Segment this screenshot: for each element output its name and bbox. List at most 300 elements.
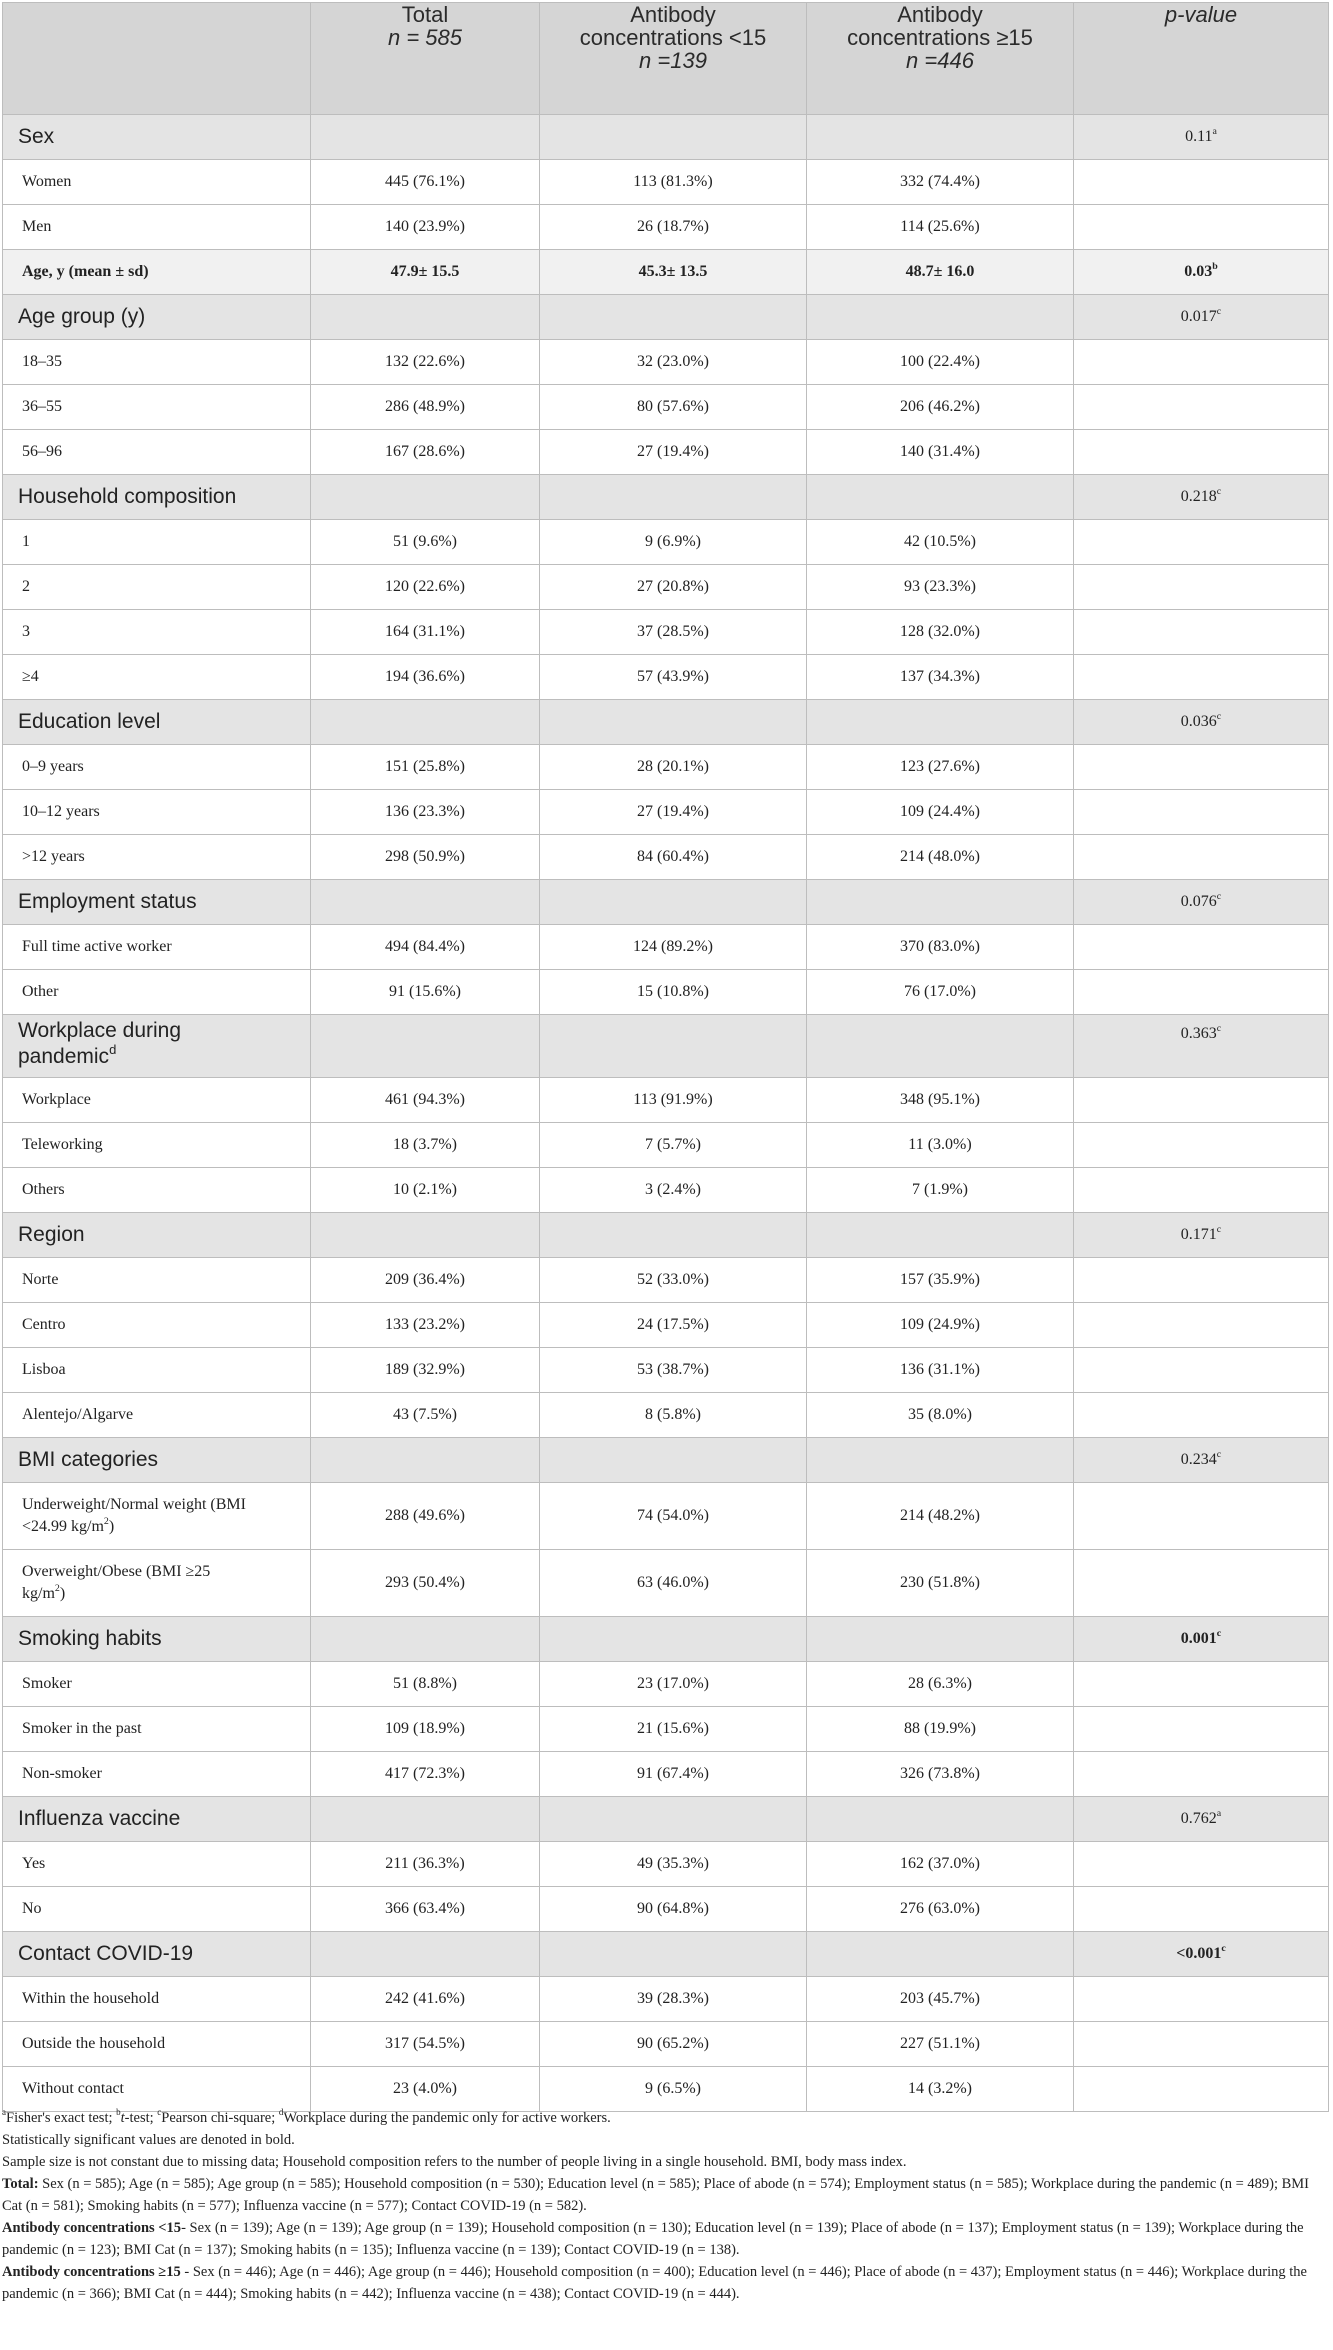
table-row xyxy=(3,1078,1329,1123)
footnote-sample-size: Sample size is not constant due to missing data; Household composition refers to the number of people living in a single household. BMI, body mass index. xyxy=(2,2154,907,2170)
high-cell: 203 (45.7%) xyxy=(807,1977,1074,2022)
total-cell: 51 (9.6%) xyxy=(311,520,540,565)
total-cell: 133 (23.2%) xyxy=(311,1303,540,1348)
section-header-row xyxy=(3,1213,1329,1258)
high-cell: 227 (51.1%) xyxy=(807,2022,1074,2067)
empty-cell xyxy=(540,1438,807,1483)
p-value-cell xyxy=(1074,475,1329,520)
total-cell: 109 (18.9%) xyxy=(311,1707,540,1752)
p-value-cell xyxy=(1074,880,1329,925)
empty-cell xyxy=(311,1932,540,1977)
row-label: Within the household xyxy=(3,1977,311,2022)
p-value-cell xyxy=(1074,1348,1329,1393)
empty-cell xyxy=(540,1213,807,1258)
empty-cell xyxy=(807,295,1074,340)
row-label: 0–9 years xyxy=(3,745,311,790)
low-cell: 9 (6.5%) xyxy=(540,2067,807,2112)
table-row xyxy=(3,1393,1329,1438)
header-low-n: n =139 xyxy=(639,48,707,73)
header-pvalue-label: p-value xyxy=(1164,2,1238,27)
row-label-sup: 2 xyxy=(54,1582,60,1594)
table-row xyxy=(3,1123,1329,1168)
total-cell: 445 (76.1%) xyxy=(311,160,540,205)
high-cell: 7 (1.9%) xyxy=(807,1168,1074,1213)
total-cell: 164 (31.1%) xyxy=(311,610,540,655)
p-value: 0.001 xyxy=(1180,1630,1217,1647)
p-value-sup: c xyxy=(1216,1627,1222,1639)
p-value-cell xyxy=(1074,1078,1329,1123)
p-value: 0.234 xyxy=(1180,1451,1217,1468)
footnotes xyxy=(2,2107,1328,2305)
p-value-cell xyxy=(1074,700,1329,745)
section-header-row xyxy=(3,1932,1329,1977)
empty-cell xyxy=(807,700,1074,745)
empty-cell xyxy=(807,1213,1074,1258)
high-cell: 136 (31.1%) xyxy=(807,1348,1074,1393)
table-row xyxy=(3,1348,1329,1393)
p-value-cell xyxy=(1074,1842,1329,1887)
p-value-cell xyxy=(1074,970,1329,1015)
high-cell: 93 (23.3%) xyxy=(807,565,1074,610)
table-body xyxy=(3,115,1329,2112)
p-value-cell xyxy=(1074,1752,1329,1797)
row-label: ≥4 xyxy=(3,655,311,700)
total-cell: 10 (2.1%) xyxy=(311,1168,540,1213)
p-value: <0.001 xyxy=(1176,1945,1222,1962)
age-low: 45.3± 13.5 xyxy=(540,250,807,295)
table-row xyxy=(3,745,1329,790)
total-cell: 317 (54.5%) xyxy=(311,2022,540,2067)
table-row xyxy=(3,1887,1329,1932)
total-cell: 18 (3.7%) xyxy=(311,1123,540,1168)
empty-cell xyxy=(807,1617,1074,1662)
p-value: 0.171 xyxy=(1180,1226,1217,1243)
age-high: 48.7± 16.0 xyxy=(807,250,1074,295)
header-high-n: n =446 xyxy=(906,48,974,73)
header-pvalue xyxy=(1074,3,1329,115)
empty-cell xyxy=(540,1617,807,1662)
age-label: Age, y (mean ± sd) xyxy=(3,250,311,295)
section-header-row xyxy=(3,700,1329,745)
empty-cell xyxy=(540,295,807,340)
high-cell: 370 (83.0%) xyxy=(807,925,1074,970)
empty-cell xyxy=(807,880,1074,925)
row-label: 18–35 xyxy=(3,340,311,385)
p-value: 0.076 xyxy=(1180,893,1217,910)
low-cell: 90 (64.8%) xyxy=(540,1887,807,1932)
table-row xyxy=(3,385,1329,430)
table-row xyxy=(3,520,1329,565)
section-label: Contact COVID-19 xyxy=(3,1932,311,1977)
table-row xyxy=(3,565,1329,610)
p-value-sup: c xyxy=(1216,305,1222,317)
row-label-line1: Underweight/Normal weight (BMI xyxy=(22,1496,246,1513)
total-cell: 288 (49.6%) xyxy=(311,1483,540,1550)
low-cell: 3 (2.4%) xyxy=(540,1168,807,1213)
table-row xyxy=(3,970,1329,1015)
row-label: Full time active worker xyxy=(3,925,311,970)
section-header-row xyxy=(3,1797,1329,1842)
high-cell: 76 (17.0%) xyxy=(807,970,1074,1015)
p-value: 0.017 xyxy=(1180,308,1217,325)
table-row xyxy=(3,2067,1329,2112)
low-cell: 74 (54.0%) xyxy=(540,1483,807,1550)
high-cell: 326 (73.8%) xyxy=(807,1752,1074,1797)
row-label: Without contact xyxy=(3,2067,311,2112)
section-label: Employment status xyxy=(3,880,311,925)
low-cell: 90 (65.2%) xyxy=(540,2022,807,2067)
row-label: Women xyxy=(3,160,311,205)
p-value: 0.762 xyxy=(1180,1810,1217,1827)
p-value-sup: c xyxy=(1216,1448,1222,1460)
p-value-cell xyxy=(1074,385,1329,430)
empty-cell xyxy=(311,1617,540,1662)
low-cell: 39 (28.3%) xyxy=(540,1977,807,2022)
table-row xyxy=(3,205,1329,250)
p-value-cell xyxy=(1074,835,1329,880)
p-value-cell xyxy=(1074,565,1329,610)
table-row xyxy=(3,925,1329,970)
data-table xyxy=(2,2,1329,2112)
age-row xyxy=(3,250,1329,295)
section-label: Smoking habits xyxy=(3,1617,311,1662)
p-value-cell xyxy=(1074,1797,1329,1842)
p-value-cell xyxy=(1074,1483,1329,1550)
row-label-line2: <24.99 kg/m xyxy=(22,1518,104,1535)
low-cell: 113 (91.9%) xyxy=(540,1078,807,1123)
footnote-total-n: Total: Sex (n = 585); Age (n = 585); Age group (n = 585); Household composition (n = 530); Education level (n = 585); Place of abode (n = 574); Employment status (n = 585); Workplace during the pandemic (n = 489); BMI Cat (n = 581); Smoking habits (n = 577); Influenza vaccine (n = 577); Contact COVID-19 (n = 582). xyxy=(2,2176,1310,2214)
p-value-cell xyxy=(1074,430,1329,475)
header-total-label: Total xyxy=(401,2,449,27)
high-cell: 11 (3.0%) xyxy=(807,1123,1074,1168)
table-row xyxy=(3,160,1329,205)
row-label: Norte xyxy=(3,1258,311,1303)
high-cell: 214 (48.0%) xyxy=(807,835,1074,880)
empty-cell xyxy=(540,115,807,160)
empty-cell xyxy=(311,1797,540,1842)
high-cell: 140 (31.4%) xyxy=(807,430,1074,475)
total-cell: 298 (50.9%) xyxy=(311,835,540,880)
empty-cell xyxy=(807,1797,1074,1842)
row-label: 2 xyxy=(3,565,311,610)
p-value-cell xyxy=(1074,1015,1329,1078)
p-value-cell xyxy=(1074,1303,1329,1348)
p-value-cell xyxy=(1074,925,1329,970)
p-value-sup: c xyxy=(1216,485,1222,497)
row-label: Other xyxy=(3,970,311,1015)
p-value-cell xyxy=(1074,340,1329,385)
high-cell: 137 (34.3%) xyxy=(807,655,1074,700)
empty-cell xyxy=(311,295,540,340)
low-cell: 8 (5.8%) xyxy=(540,1393,807,1438)
footnote-low-n: Antibody concentrations <15- Sex (n = 139); Age (n = 139); Age group (n = 139); Household composition (n = 130); Education level (n = 139); Place of abode (n = 137); Employment status (n = 139); Workplace during the pandemic (n = 123); BMI Cat (n = 137); Smoking habits (n = 135); Influenza vaccine (n = 139); Contact COVID-19 (n = 138). xyxy=(2,2220,1304,2258)
row-label-sup: 2 xyxy=(103,1515,109,1527)
row-label: Yes xyxy=(3,1842,311,1887)
p-value-cell xyxy=(1074,205,1329,250)
low-cell: 26 (18.7%) xyxy=(540,205,807,250)
p-value-cell xyxy=(1074,1707,1329,1752)
section-header-row xyxy=(3,475,1329,520)
section-header-row xyxy=(3,1617,1329,1662)
empty-cell xyxy=(311,880,540,925)
table-row xyxy=(3,1258,1329,1303)
empty-cell xyxy=(807,1438,1074,1483)
low-cell: 15 (10.8%) xyxy=(540,970,807,1015)
high-cell: 230 (51.8%) xyxy=(807,1550,1074,1617)
p-value-cell xyxy=(1074,1168,1329,1213)
low-cell: 32 (23.0%) xyxy=(540,340,807,385)
high-cell: 109 (24.4%) xyxy=(807,790,1074,835)
total-cell: 211 (36.3%) xyxy=(311,1842,540,1887)
total-cell: 494 (84.4%) xyxy=(311,925,540,970)
p-value: 0.03 xyxy=(1184,263,1213,280)
p-value-cell xyxy=(1074,1977,1329,2022)
p-value-cell xyxy=(1074,745,1329,790)
high-cell: 88 (19.9%) xyxy=(807,1707,1074,1752)
p-value: 0.218 xyxy=(1180,488,1217,505)
section-label: Region xyxy=(3,1213,311,1258)
high-cell: 14 (3.2%) xyxy=(807,2067,1074,2112)
p-value-sup: c xyxy=(1216,1022,1222,1034)
footnote-tests: $^a$Fisher's exact test; $^b$t-test; $^c$Pearson chi-square; $^d$Workplace during the pandemic only for active workers. xyxy=(2,2107,611,2126)
header-high-line1: Antibody xyxy=(897,2,983,27)
empty-cell xyxy=(540,1015,807,1078)
row-label xyxy=(3,1550,311,1617)
p-value-cell xyxy=(1074,1550,1329,1617)
row-label: Centro xyxy=(3,1303,311,1348)
empty-cell xyxy=(311,475,540,520)
section-header-row xyxy=(3,115,1329,160)
row-label: Outside the household xyxy=(3,2022,311,2067)
empty-cell xyxy=(311,700,540,745)
total-cell: 461 (94.3%) xyxy=(311,1078,540,1123)
empty-cell xyxy=(311,1438,540,1483)
table-row xyxy=(3,1977,1329,2022)
empty-cell xyxy=(311,115,540,160)
section-label-line2: pandemic xyxy=(18,1045,110,1068)
p-value-cell xyxy=(1074,1393,1329,1438)
p-value-cell xyxy=(1074,1123,1329,1168)
section-header-row xyxy=(3,1438,1329,1483)
p-value-sup: c xyxy=(1216,890,1222,902)
p-value-sup: b xyxy=(1212,260,1218,272)
high-cell: 162 (37.0%) xyxy=(807,1842,1074,1887)
table-row xyxy=(3,340,1329,385)
p-value-cell xyxy=(1074,1213,1329,1258)
high-cell: 332 (74.4%) xyxy=(807,160,1074,205)
header-high xyxy=(807,3,1074,115)
total-cell: 132 (22.6%) xyxy=(311,340,540,385)
low-cell: 24 (17.5%) xyxy=(540,1303,807,1348)
total-cell: 136 (23.3%) xyxy=(311,790,540,835)
high-cell: 214 (48.2%) xyxy=(807,1483,1074,1550)
header-high-line2: concentrations ≥15 xyxy=(847,25,1033,50)
p-value-cell xyxy=(1074,1932,1329,1977)
row-label: Teleworking xyxy=(3,1123,311,1168)
empty-cell xyxy=(311,1015,540,1078)
low-cell: 7 (5.7%) xyxy=(540,1123,807,1168)
table-row xyxy=(3,1303,1329,1348)
total-cell: 43 (7.5%) xyxy=(311,1393,540,1438)
empty-cell xyxy=(540,700,807,745)
header-total xyxy=(311,3,540,115)
section-header-row xyxy=(3,295,1329,340)
table-row xyxy=(3,790,1329,835)
low-cell: 27 (20.8%) xyxy=(540,565,807,610)
low-cell: 52 (33.0%) xyxy=(540,1258,807,1303)
row-label: Alentejo/Algarve xyxy=(3,1393,311,1438)
p-value-sup: c xyxy=(1216,1223,1222,1235)
empty-cell xyxy=(540,880,807,925)
p-value-sup: c xyxy=(1221,1942,1226,1954)
table-row xyxy=(3,430,1329,475)
row-label: Smoker xyxy=(3,1662,311,1707)
row-label: 36–55 xyxy=(3,385,311,430)
p-value-sup: a xyxy=(1212,125,1217,137)
p-value-cell xyxy=(1074,520,1329,565)
p-value-cell xyxy=(1074,115,1329,160)
p-value: 0.036 xyxy=(1180,713,1217,730)
high-cell: 114 (25.6%) xyxy=(807,205,1074,250)
total-cell: 189 (32.9%) xyxy=(311,1348,540,1393)
p-value-cell xyxy=(1074,610,1329,655)
high-cell: 157 (35.9%) xyxy=(807,1258,1074,1303)
table-row xyxy=(3,1168,1329,1213)
table-row xyxy=(3,1550,1329,1617)
total-cell: 140 (23.9%) xyxy=(311,205,540,250)
section-label: Influenza vaccine xyxy=(3,1797,311,1842)
row-label-tail: ) xyxy=(108,1518,115,1535)
table-row xyxy=(3,835,1329,880)
header-row xyxy=(3,3,1329,115)
empty-cell xyxy=(540,1797,807,1842)
high-cell: 42 (10.5%) xyxy=(807,520,1074,565)
table-row xyxy=(3,655,1329,700)
row-label: 3 xyxy=(3,610,311,655)
table-row xyxy=(3,1662,1329,1707)
high-cell: 35 (8.0%) xyxy=(807,1393,1074,1438)
p-value-cell xyxy=(1074,160,1329,205)
total-cell: 286 (48.9%) xyxy=(311,385,540,430)
high-cell: 100 (22.4%) xyxy=(807,340,1074,385)
total-cell: 167 (28.6%) xyxy=(311,430,540,475)
total-cell: 194 (36.6%) xyxy=(311,655,540,700)
low-cell: 91 (67.4%) xyxy=(540,1752,807,1797)
row-label: 56–96 xyxy=(3,430,311,475)
high-cell: 348 (95.1%) xyxy=(807,1078,1074,1123)
p-value-cell xyxy=(1074,655,1329,700)
row-label: 1 xyxy=(3,520,311,565)
table-row xyxy=(3,610,1329,655)
table-row xyxy=(3,1707,1329,1752)
header-low-line2: concentrations <15 xyxy=(579,25,767,50)
high-cell: 128 (32.0%) xyxy=(807,610,1074,655)
section-label xyxy=(3,1015,311,1078)
low-cell: 27 (19.4%) xyxy=(540,430,807,475)
table-row xyxy=(3,1483,1329,1550)
total-cell: 91 (15.6%) xyxy=(311,970,540,1015)
p-value-cell xyxy=(1074,1662,1329,1707)
row-label: Others xyxy=(3,1168,311,1213)
header-total-n: n = 585 xyxy=(387,25,462,50)
table-row xyxy=(3,1752,1329,1797)
low-cell: 9 (6.9%) xyxy=(540,520,807,565)
section-label: Education level xyxy=(3,700,311,745)
p-value-cell xyxy=(1074,250,1329,295)
p-value: 0.11 xyxy=(1185,128,1213,145)
empty-cell xyxy=(540,475,807,520)
low-cell: 53 (38.7%) xyxy=(540,1348,807,1393)
header-empty-cell xyxy=(3,3,311,115)
empty-cell xyxy=(807,115,1074,160)
p-value-cell xyxy=(1074,1258,1329,1303)
total-cell: 417 (72.3%) xyxy=(311,1752,540,1797)
high-cell: 276 (63.0%) xyxy=(807,1887,1074,1932)
p-value-sup: a xyxy=(1216,1807,1222,1819)
empty-cell xyxy=(807,1015,1074,1078)
row-label-line1: Overweight/Obese (BMI ≥25 xyxy=(22,1563,211,1580)
low-cell: 124 (89.2%) xyxy=(540,925,807,970)
p-value: 0.363 xyxy=(1180,1025,1217,1042)
empty-cell xyxy=(540,1932,807,1977)
section-header-row xyxy=(3,880,1329,925)
row-label-tail: ) xyxy=(59,1585,66,1602)
low-cell: 63 (46.0%) xyxy=(540,1550,807,1617)
p-value-cell xyxy=(1074,2067,1329,2112)
p-value-cell xyxy=(1074,295,1329,340)
row-label: >12 years xyxy=(3,835,311,880)
low-cell: 28 (20.1%) xyxy=(540,745,807,790)
row-label-line2: kg/m xyxy=(22,1585,55,1602)
p-value-cell xyxy=(1074,790,1329,835)
row-label: Smoker in the past xyxy=(3,1707,311,1752)
section-label-sup: d xyxy=(109,1041,117,1057)
p-value-cell xyxy=(1074,1887,1329,1932)
low-cell: 21 (15.6%) xyxy=(540,1707,807,1752)
total-cell: 120 (22.6%) xyxy=(311,565,540,610)
high-cell: 28 (6.3%) xyxy=(807,1662,1074,1707)
low-cell: 27 (19.4%) xyxy=(540,790,807,835)
row-label: 10–12 years xyxy=(3,790,311,835)
section-label: Sex xyxy=(3,115,311,160)
p-value-cell xyxy=(1074,2022,1329,2067)
empty-cell xyxy=(807,1932,1074,1977)
low-cell: 57 (43.9%) xyxy=(540,655,807,700)
table-row xyxy=(3,2022,1329,2067)
high-cell: 123 (27.6%) xyxy=(807,745,1074,790)
total-cell: 293 (50.4%) xyxy=(311,1550,540,1617)
row-label: Lisboa xyxy=(3,1348,311,1393)
header-low-line1: Antibody xyxy=(630,2,716,27)
section-label: BMI categories xyxy=(3,1438,311,1483)
row-label xyxy=(3,1483,311,1550)
section-header-row xyxy=(3,1015,1329,1078)
p-value-cell xyxy=(1074,1438,1329,1483)
total-cell: 366 (63.4%) xyxy=(311,1887,540,1932)
low-cell: 23 (17.0%) xyxy=(540,1662,807,1707)
low-cell: 49 (35.3%) xyxy=(540,1842,807,1887)
low-cell: 113 (81.3%) xyxy=(540,160,807,205)
section-label-line1: Workplace during xyxy=(18,1019,182,1042)
age-total: 47.9± 15.5 xyxy=(311,250,540,295)
p-value-sup: c xyxy=(1216,710,1222,722)
low-cell: 80 (57.6%) xyxy=(540,385,807,430)
high-cell: 109 (24.9%) xyxy=(807,1303,1074,1348)
low-cell: 37 (28.5%) xyxy=(540,610,807,655)
empty-cell xyxy=(311,1213,540,1258)
empty-cell xyxy=(807,475,1074,520)
section-label: Household composition xyxy=(3,475,311,520)
